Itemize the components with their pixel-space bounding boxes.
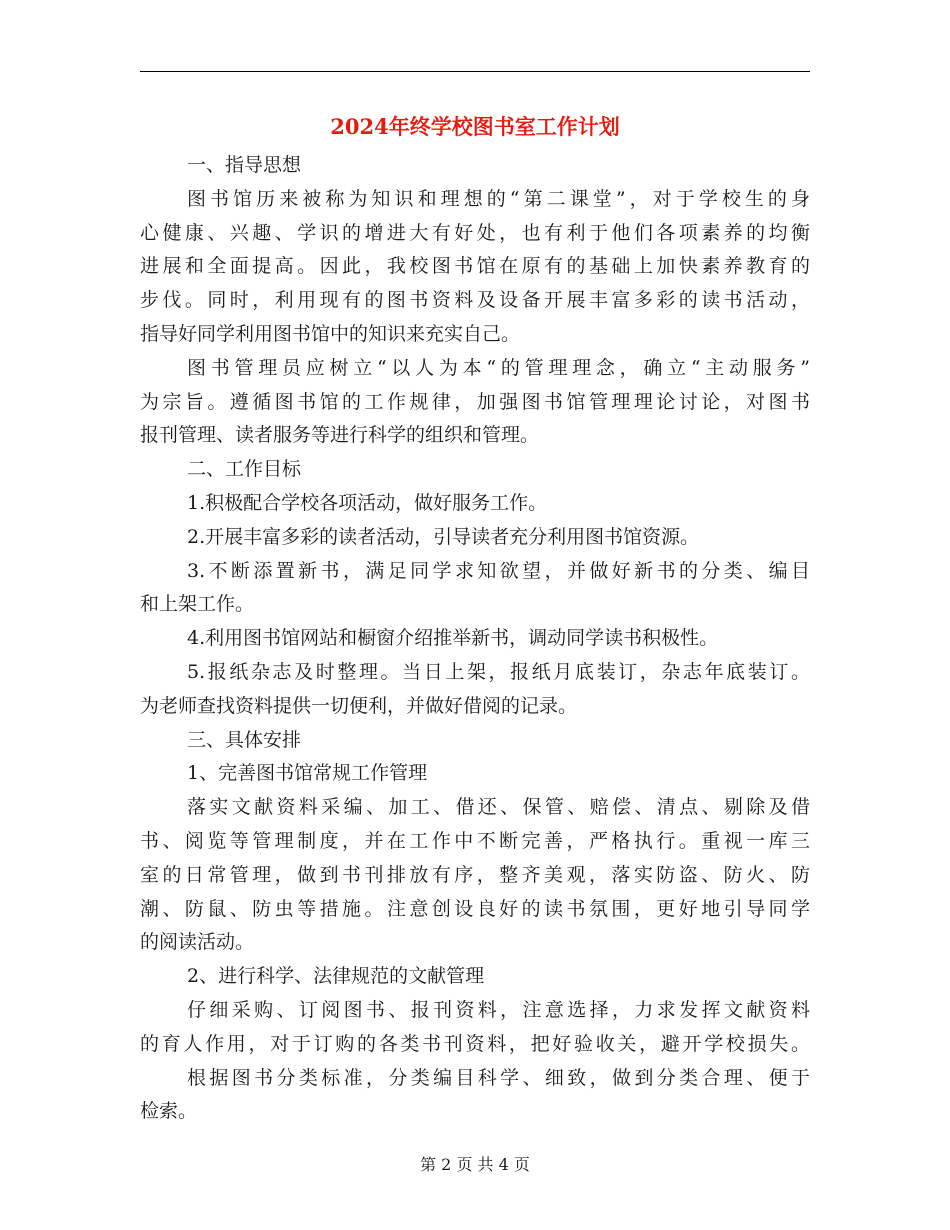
text-line: 3.不断添置新书，满足同学求知欲望，并做好新书的分类、编目 (187, 559, 810, 582)
text-line: 仔细采购、订阅图书、报刊资料，注意选择，力求发挥文献资料 (187, 998, 810, 1021)
text-line: 落实文献资料采编、加工、借还、保管、赔偿、清点、剔除及借 (187, 796, 810, 819)
text-line: 一、指导思想 (187, 154, 302, 176)
text-line: 潮、防鼠、防虫等措施。注意创设良好的读书氛围，更好地引导同学 (140, 897, 810, 920)
text-line: 2.开展丰富多彩的读者活动，引导读者充分利用图书馆资源。 (187, 525, 700, 548)
text-line: 报刊管理、读者服务等进行科学的组织和管理。 (140, 424, 540, 447)
text-line: 2、进行科学、法律规范的文献管理 (187, 965, 485, 988)
text-line: 图书管理员应树立“以人为本“的管理理念，确立“主动服务” (187, 356, 810, 379)
text-line: 图书馆历来被称为知识和理想的“第二课堂”，对于学校生的身 (187, 187, 810, 210)
text-line: 4.利用图书馆网站和橱窗介绍推举新书，调动同学读书积极性。 (187, 627, 719, 650)
text-line: 室的日常管理，做到书刊排放有序，整齐美观，落实防盗、防火、防 (140, 863, 810, 886)
document-body (140, 149, 810, 1129)
text-line: 步伐。同时，利用现有的图书资料及设备开展丰富多彩的读书活动， (140, 289, 810, 312)
text-line: 的阅读活动。 (140, 931, 255, 954)
text-line: 5.报纸杂志及时整理。当日上架，报纸月底装订，杂志年底装订。 (187, 660, 810, 683)
text-line: 心健康、兴趣、学识的增进大有好处，也有利于他们各项素养的均衡 (140, 221, 810, 244)
text-line: 和上架工作。 (140, 593, 255, 616)
page-number-footer: 第 2 页 共 4 页 (420, 1155, 530, 1174)
text-line: 书、阅览等管理制度，并在工作中不断完善，严格执行。重视一库三 (140, 829, 810, 852)
text-line: 二、工作目标 (187, 458, 302, 481)
text-line: 1、完善图书馆常规工作管理 (187, 762, 428, 785)
text-line: 进展和全面提高。因此，我校图书馆在原有的基础上加快素养教育的 (140, 255, 810, 278)
text-line: 检索。 (140, 1100, 198, 1123)
text-line: 指导好同学利用图书馆中的知识来充实自己。 (140, 322, 521, 345)
document-title: 2024年终学校图书室工作计划 (330, 114, 620, 139)
text-line: 三、具体安排 (187, 728, 302, 751)
text-line: 根据图书分类标准，分类编目科学、细致，做到分类合理、便于 (187, 1066, 810, 1089)
text-line: 1.积极配合学校各项活动，做好服务工作。 (187, 491, 548, 514)
text-line: 的育人作用，对于订购的各类书刊资料，把好验收关，避开学校损失。 (140, 1032, 810, 1055)
header-rule (140, 71, 810, 72)
text-line: 为宗旨。遵循图书馆的工作规律，加强图书馆管理理论讨论，对图书 (140, 390, 810, 413)
text-line: 为老师查找资料提供一切便利，并做好借阅的记录。 (140, 694, 578, 717)
